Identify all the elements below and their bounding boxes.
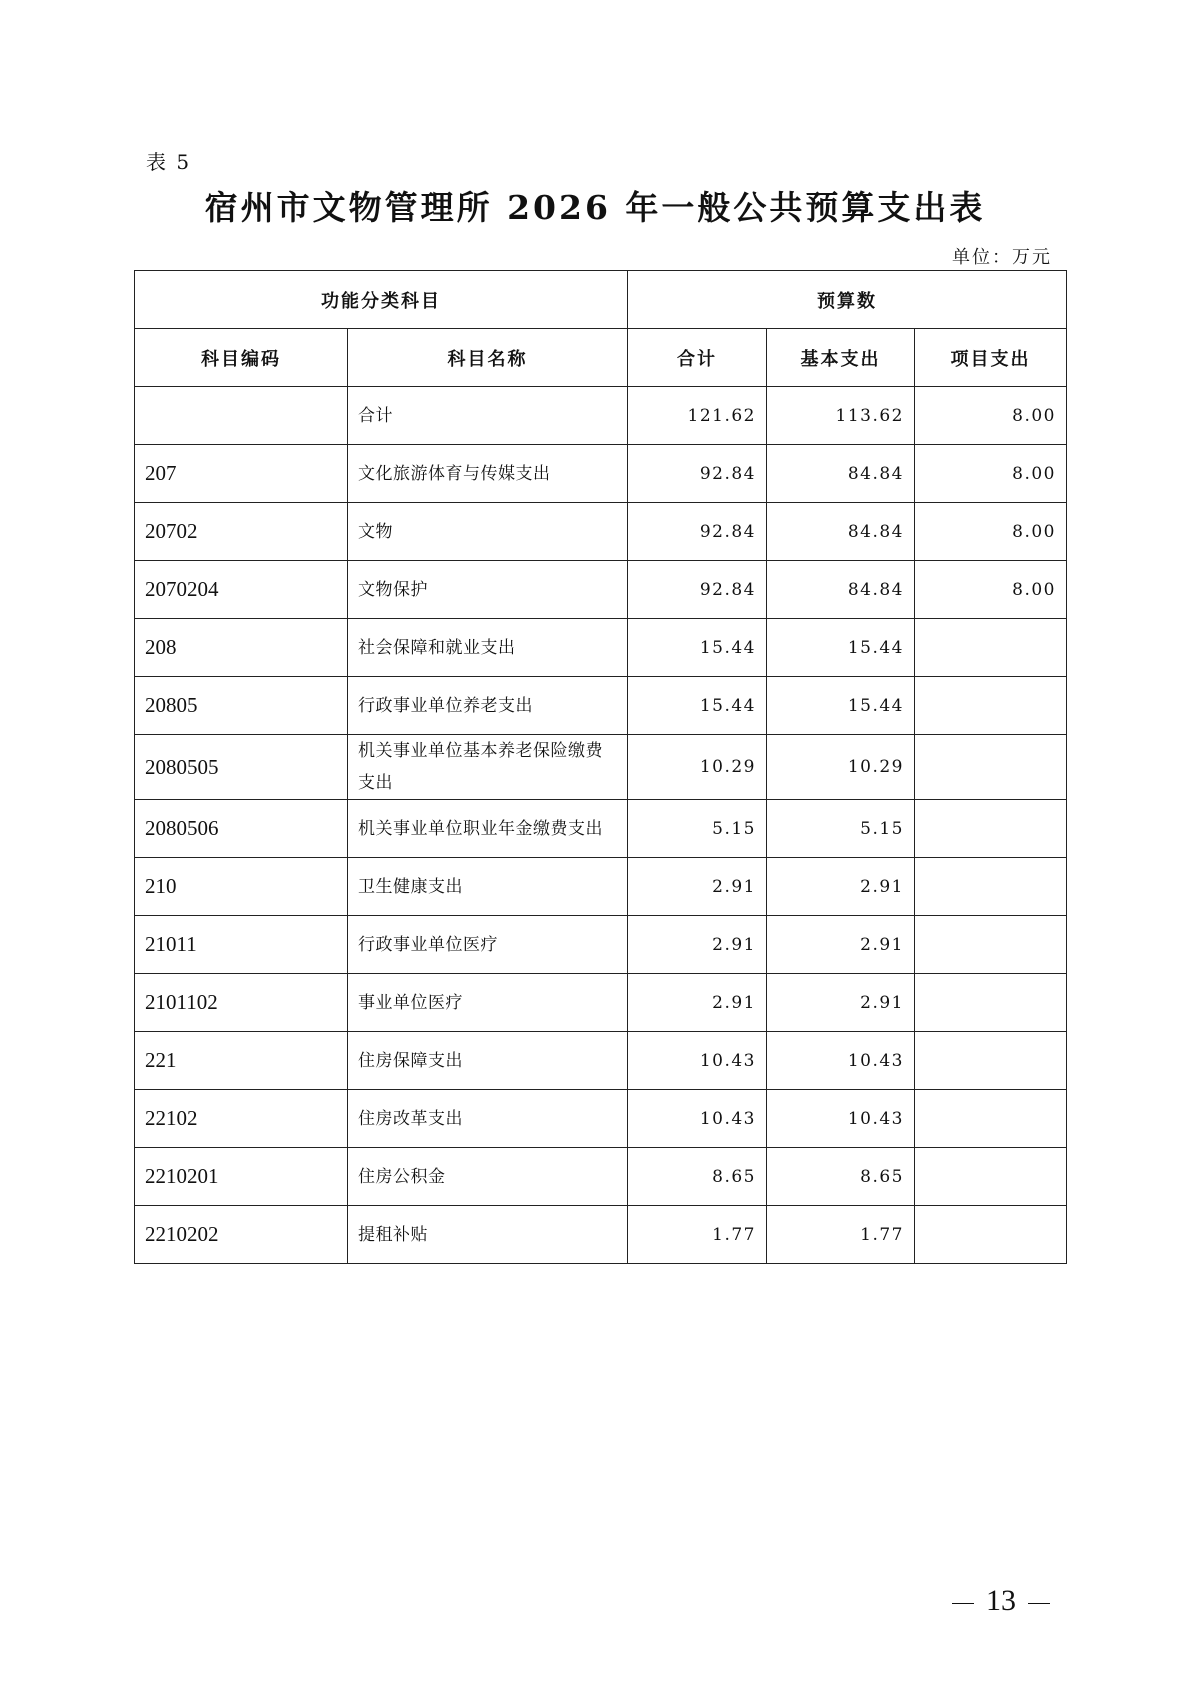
cell-project-expenditure [915, 858, 1067, 916]
header-group-row [135, 271, 1067, 329]
cell-subject-code: 2070204 [135, 561, 348, 619]
cell-subject-name: 文物 [348, 503, 628, 561]
page-dash-left [952, 1603, 974, 1604]
cell-basic-expenditure: 10.29 [767, 735, 915, 800]
cell-basic-expenditure: 15.44 [767, 619, 915, 677]
cell-total: 10.43 [628, 1090, 767, 1148]
cell-project-expenditure [915, 1090, 1067, 1148]
cell-subject-name: 住房公积金 [348, 1148, 628, 1206]
cell-project-expenditure [915, 800, 1067, 858]
cell-subject-name: 提租补贴 [348, 1206, 628, 1264]
cell-basic-expenditure: 15.44 [767, 677, 915, 735]
cell-subject-code: 207 [135, 445, 348, 503]
cell-total: 10.29 [628, 735, 767, 800]
table-row [135, 974, 1067, 1032]
cell-total: 92.84 [628, 445, 767, 503]
cell-total: 15.44 [628, 619, 767, 677]
budget-table [134, 270, 1067, 1264]
cell-subject-name: 机关事业单位基本养老保险缴费支出 [348, 735, 628, 800]
cell-total: 121.62 [628, 387, 767, 445]
cell-subject-name: 合计 [348, 387, 628, 445]
cell-subject-name: 卫生健康支出 [348, 858, 628, 916]
header-functional-category: 功能分类科目 [135, 271, 628, 329]
cell-basic-expenditure: 5.15 [767, 800, 915, 858]
cell-subject-code: 2210202 [135, 1206, 348, 1264]
cell-subject-code: 210 [135, 858, 348, 916]
cell-total: 5.15 [628, 800, 767, 858]
header-column-row [135, 329, 1067, 387]
cell-total: 2.91 [628, 916, 767, 974]
cell-subject-code: 208 [135, 619, 348, 677]
cell-project-expenditure: 8.00 [915, 445, 1067, 503]
cell-basic-expenditure: 84.84 [767, 445, 915, 503]
header-budget-amount: 预算数 [628, 271, 1067, 329]
cell-project-expenditure [915, 735, 1067, 800]
table-row [135, 445, 1067, 503]
cell-basic-expenditure: 84.84 [767, 503, 915, 561]
table-row [135, 858, 1067, 916]
cell-subject-name: 住房改革支出 [348, 1090, 628, 1148]
table-row [135, 916, 1067, 974]
table-row [135, 387, 1067, 445]
cell-basic-expenditure: 10.43 [767, 1090, 915, 1148]
cell-project-expenditure [915, 1148, 1067, 1206]
table-row [135, 503, 1067, 561]
cell-subject-code: 22102 [135, 1090, 348, 1148]
unit-label: 单位：万元 [952, 247, 1052, 268]
header-subject-name: 科目名称 [348, 329, 628, 387]
cell-subject-name: 社会保障和就业支出 [348, 619, 628, 677]
table-row [135, 800, 1067, 858]
cell-project-expenditure [915, 619, 1067, 677]
page-dash-right [1028, 1603, 1050, 1604]
cell-basic-expenditure: 1.77 [767, 1206, 915, 1264]
cell-project-expenditure [915, 974, 1067, 1032]
cell-basic-expenditure: 113.62 [767, 387, 915, 445]
table-label: 表 5 [146, 150, 192, 174]
cell-project-expenditure [915, 677, 1067, 735]
table-row [135, 1032, 1067, 1090]
header-project-expenditure: 项目支出 [915, 329, 1067, 387]
cell-subject-code: 2080506 [135, 800, 348, 858]
cell-project-expenditure: 8.00 [915, 387, 1067, 445]
cell-subject-name: 文物保护 [348, 561, 628, 619]
header-basic-expenditure: 基本支出 [767, 329, 915, 387]
cell-basic-expenditure: 2.91 [767, 858, 915, 916]
cell-project-expenditure [915, 916, 1067, 974]
table-row [135, 1206, 1067, 1264]
cell-subject-code: 2101102 [135, 974, 348, 1032]
cell-subject-name: 住房保障支出 [348, 1032, 628, 1090]
cell-basic-expenditure: 8.65 [767, 1148, 915, 1206]
cell-basic-expenditure: 10.43 [767, 1032, 915, 1090]
table-row [135, 561, 1067, 619]
cell-total: 92.84 [628, 561, 767, 619]
cell-subject-name: 行政事业单位养老支出 [348, 677, 628, 735]
page-number [940, 1584, 1062, 1618]
cell-subject-name: 机关事业单位职业年金缴费支出 [348, 800, 628, 858]
cell-project-expenditure: 8.00 [915, 503, 1067, 561]
table-row [135, 677, 1067, 735]
cell-subject-code: 20702 [135, 503, 348, 561]
cell-project-expenditure [915, 1206, 1067, 1264]
cell-total: 8.65 [628, 1148, 767, 1206]
cell-basic-expenditure: 84.84 [767, 561, 915, 619]
table-row [135, 619, 1067, 677]
cell-subject-code: 21011 [135, 916, 348, 974]
cell-total: 2.91 [628, 858, 767, 916]
cell-total: 2.91 [628, 974, 767, 1032]
page-number-value: 13 [986, 1584, 1016, 1617]
header-total: 合计 [628, 329, 767, 387]
cell-basic-expenditure: 2.91 [767, 916, 915, 974]
cell-project-expenditure: 8.00 [915, 561, 1067, 619]
cell-subject-name: 文化旅游体育与传媒支出 [348, 445, 628, 503]
cell-total: 10.43 [628, 1032, 767, 1090]
cell-subject-code: 2080505 [135, 735, 348, 800]
cell-total: 1.77 [628, 1206, 767, 1264]
cell-subject-name: 行政事业单位医疗 [348, 916, 628, 974]
table-row [135, 1090, 1067, 1148]
cell-subject-code [135, 387, 348, 445]
cell-subject-code: 221 [135, 1032, 348, 1090]
cell-basic-expenditure: 2.91 [767, 974, 915, 1032]
table-body [135, 387, 1067, 1264]
cell-total: 15.44 [628, 677, 767, 735]
header-subject-code: 科目编码 [135, 329, 348, 387]
table-row [135, 1148, 1067, 1206]
cell-total: 92.84 [628, 503, 767, 561]
cell-subject-code: 20805 [135, 677, 348, 735]
cell-subject-code: 2210201 [135, 1148, 348, 1206]
document-title: 宿州市文物管理所 2026 年一般公共预算支出表 [204, 188, 986, 227]
cell-project-expenditure [915, 1032, 1067, 1090]
cell-subject-name: 事业单位医疗 [348, 974, 628, 1032]
table-row [135, 735, 1067, 800]
